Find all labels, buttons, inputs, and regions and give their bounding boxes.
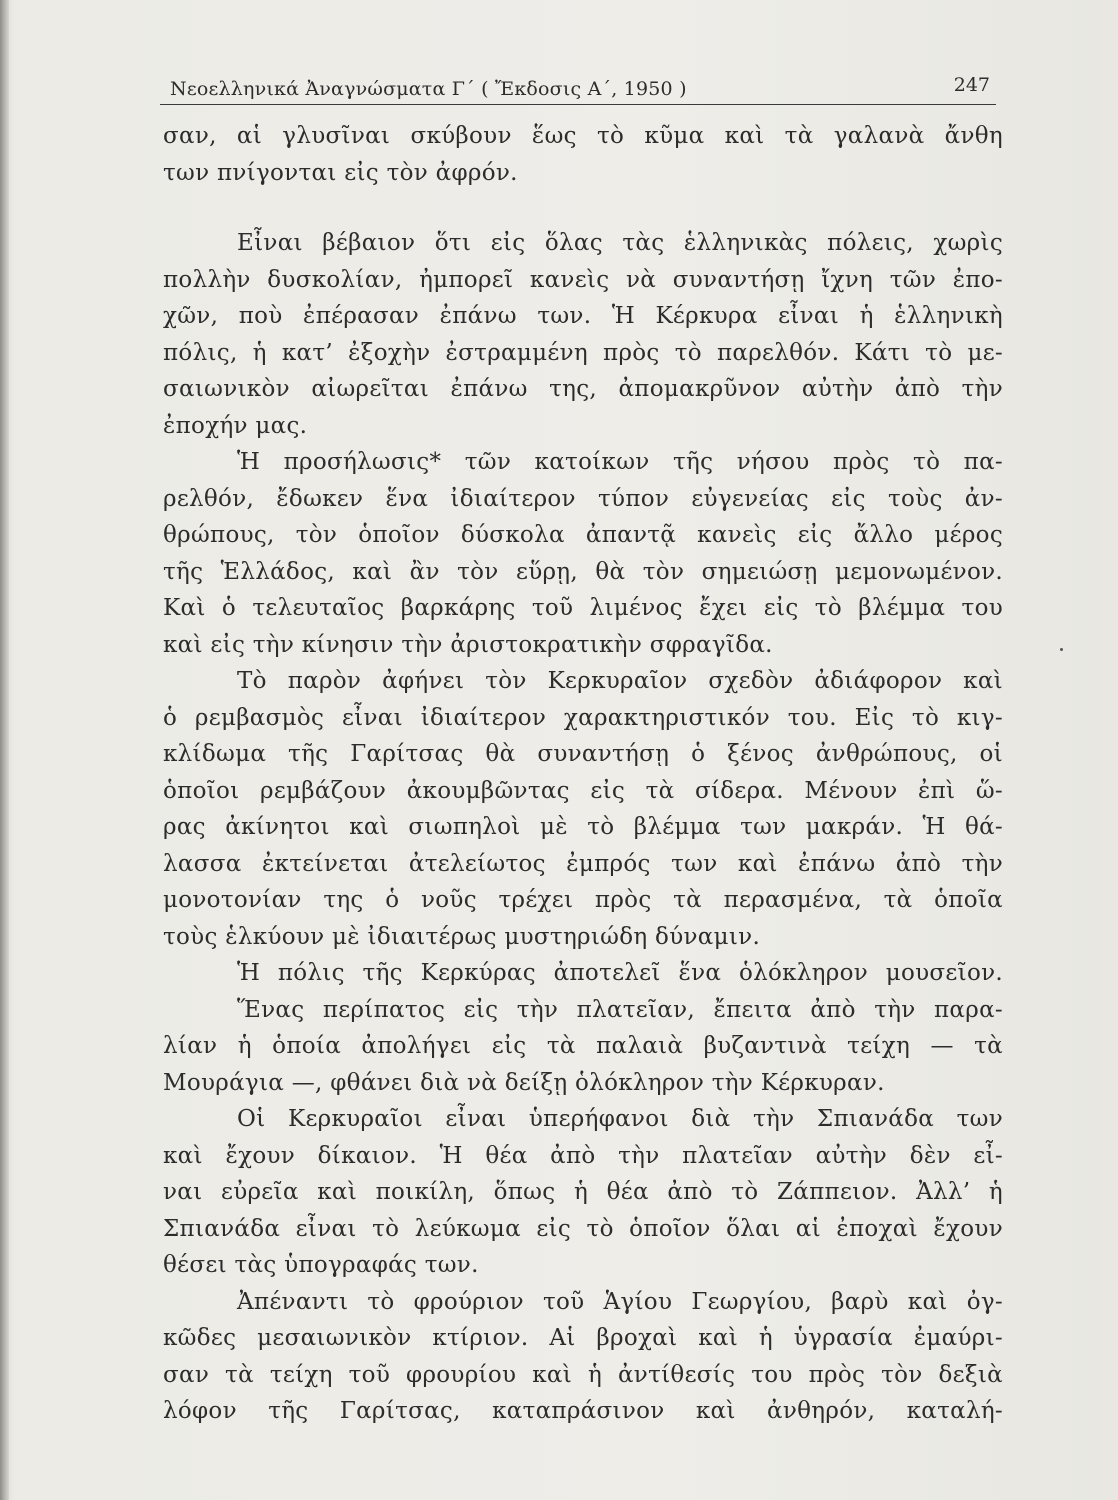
- text-line: ὁ ρεμβασμὸς εἶναι ἰδιαίτερον χαρακτηριστικόν του. Εἰς τὸ κιγ-: [163, 704, 1003, 731]
- text-line: θρώπους, τὸν ὁποῖον δύσκολα ἀπαντᾷ κανεὶς εἰς ἄλλο μέρος: [163, 522, 1003, 548]
- text-line: Σπιανάδα εἶναι τὸ λεύκωμα εἰς τὸ ὁποῖον ὅλαι αἱ ἐποχαὶ ἔχουν: [163, 1215, 1003, 1242]
- text-line: Ἡ προσήλωσις* τῶν κατοίκων τῆς νήσου πρὸς τὸ πα-: [237, 449, 1003, 475]
- text-line: πόλις, ἡ κατ’ ἐξοχὴν ἐστραμμένη πρὸς τὸ παρελθόν. Κάτι τὸ με-: [163, 339, 1003, 366]
- text-line: λόφον τῆς Γαρίτσας, καταπράσινον καὶ ἀνθηρόν, καταλή-: [163, 1398, 1003, 1424]
- text-line: καὶ εἰς τὴν κίνησιν τὴν ἀριστοκρατικὴν σφραγῖδα.: [163, 631, 773, 658]
- page-number: 247: [953, 74, 990, 96]
- text-line: κῶδες μεσαιωνικὸν κτίριον. Αἱ βροχαὶ καὶ ἡ ὑγρασία ἐμαύρι-: [163, 1325, 1003, 1351]
- text-line: των πνίγονται εἰς τὸν ἀφρόν.: [163, 159, 518, 186]
- text-line: καὶ ἔχουν δίκαιον. Ἡ θέα ἀπὸ τὴν πλατεῖαν αὐτὴν δὲν εἶ-: [163, 1142, 1003, 1169]
- text-line: τῆς Ἑλλάδος, καὶ ἂν τὸν εὕρῃ, θὰ τὸν σημειώσῃ μεμονωμένον.: [163, 558, 1003, 585]
- text-line: θέσει τὰς ὑπογραφάς των.: [163, 1252, 479, 1278]
- text-line: χῶν, ποὺ ἐπέρασαν ἐπάνω των. Ἡ Κέρκυρα εἶναι ἡ ἑλληνικὴ: [163, 303, 1003, 329]
- text-line: Οἱ Κερκυραῖοι εἶναι ὑπερήφανοι διὰ τὴν Σπιανάδα των: [237, 1106, 1003, 1132]
- text-line: ἐποχήν μας.: [163, 412, 308, 439]
- book-binding-edge: [0, 0, 9, 1500]
- text-line: ρελθόν, ἔδωκεν ἕνα ἰδιαίτερον τύπον εὐγενείας εἰς τοὺς ἀν-: [163, 485, 1003, 512]
- text-line: ναι εὐρεῖα καὶ ποικίλη, ὅπως ἡ θέα ἀπὸ τὸ Ζάππειον. Ἀλλ’ ἡ: [163, 1179, 1003, 1205]
- text-line: μονοτονίαν της ὁ νοῦς τρέχει πρὸς τὰ περασμένα, τὰ ὁποῖα: [163, 887, 1003, 913]
- text-line: τοὺς ἑλκύουν μὲ ἰδιαιτέρως μυστηριώδη δύναμιν.: [163, 923, 761, 950]
- text-line: Τὸ παρὸν ἀφήνει τὸν Κερκυραῖον σχεδὸν ἀδιάφορον καὶ: [237, 668, 1003, 694]
- text-line: Καὶ ὁ τελευταῖος βαρκάρης τοῦ λιμένος ἔχει εἰς τὸ βλέμμα του: [163, 595, 1003, 621]
- text-line: Εἶναι βέβαιον ὅτι εἰς ὅλας τὰς ἑλληνικὰς πόλεις, χωρὶς: [237, 230, 1003, 256]
- text-line: ρας ἀκίνητοι καὶ σιωπηλοὶ μὲ τὸ βλέμμα των μακράν. Ἡ θά-: [163, 814, 1003, 840]
- text-line: Ἡ πόλις τῆς Κερκύρας ἀποτελεῖ ἕνα ὁλόκληρον μουσεῖον.: [237, 960, 1003, 986]
- text-line: Ἀπέναντι τὸ φρούριον τοῦ Ἁγίου Γεωργίου, βαρὺ καὶ ὀγ-: [237, 1288, 1003, 1315]
- text-line: λίαν ἡ ὁποία ἀπολήγει εἰς τὰ παλαιὰ βυζαντινὰ τείχη — τὰ: [163, 1033, 1003, 1059]
- header-title: Νεοελληνικά Ἀναγνώσματα Γ΄ ( Ἔκδοσις Α΄, 1950 ): [170, 78, 687, 100]
- text-line: Μουράγια —, φθάνει διὰ νὰ δείξῃ ὁλόκληρον τὴν Κέρκυραν.: [163, 1069, 885, 1096]
- text-line: σαν, αἱ γλυσῖναι σκύβουν ἕως τὸ κῦμα καὶ τὰ γαλανὰ ἄνθη: [163, 123, 1003, 149]
- text-line: πολλὴν δυσκολίαν, ἠμπορεῖ κανεὶς νὰ συναντήσῃ ἴχνη τῶν ἐπο-: [163, 266, 1003, 293]
- paragraph-gap: [163, 191, 1003, 225]
- text-line: ὁποῖοι ρεμβάζουν ἀκουμβῶντας εἰς τὰ σίδερα. Μένουν ἐπὶ ὥ-: [163, 777, 1003, 804]
- text-line: λασσα ἐκτείνεται ἀτελείωτος ἐμπρός των καὶ ἐπάνω ἀπὸ τὴν: [163, 850, 1003, 877]
- paper-speck: [1060, 648, 1063, 651]
- text-line: Ἕνας περίπατος εἰς τὴν πλατεῖαν, ἔπειτα ἀπὸ τὴν παρα-: [237, 996, 1003, 1023]
- running-header: [160, 70, 996, 105]
- text-line: σαιωνικὸν αἰωρεῖται ἐπάνω της, ἀπομακρῦνον αὐτὴν ἀπὸ τὴν: [163, 376, 1003, 402]
- body-text: [163, 118, 1003, 1430]
- text-line: κλίδωμα τῆς Γαρίτσας θὰ συναντήσῃ ὁ ξένος ἀνθρώπους, οἱ: [163, 741, 1003, 767]
- text-line: σαν τὰ τείχη τοῦ φρουρίου καὶ ἡ ἀντίθεσίς του πρὸς τὸν δεξιὰ: [163, 1361, 1003, 1388]
